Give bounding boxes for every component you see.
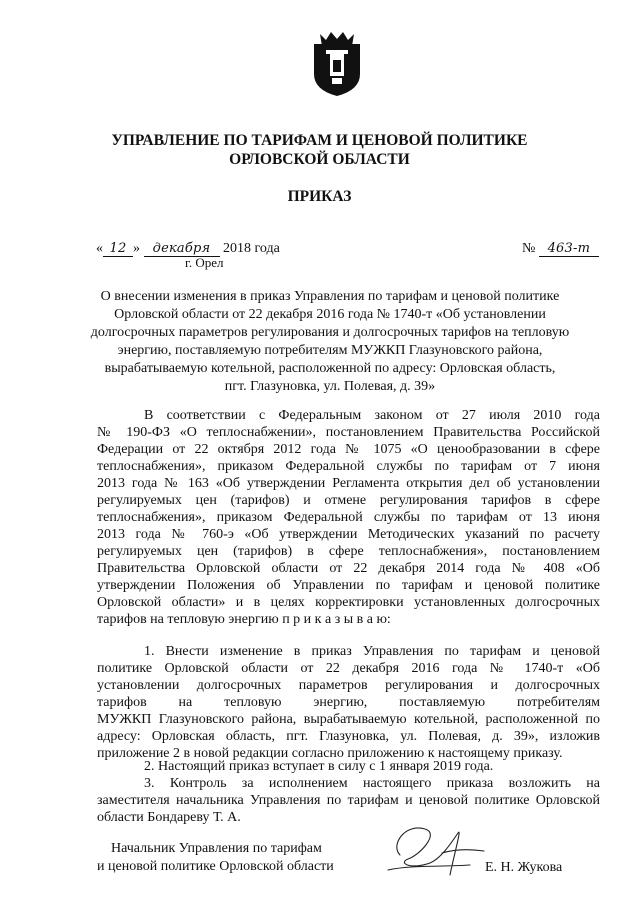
preamble-line: Орловской области» и в целях корректировки установленных долгосрочных <box>97 595 600 610</box>
item3-line: области Бондареву Т. А. <box>97 810 241 825</box>
preamble-line: регулируемых цен (тарифов) и отмене регулирования тарифов в сфере <box>97 493 600 508</box>
coat-of-arms-icon <box>310 26 364 98</box>
subject-line: энергию, поставляемую потребителям МУЖКП Глазуновского района, <box>117 343 543 358</box>
number-label: № <box>522 241 536 256</box>
position-line: и ценовой политике Орловской области <box>97 859 334 874</box>
subject-line: пгт. Глазуновка, ул. Полевая, д. 39» <box>224 379 436 394</box>
item1-line: установлении долгосрочных параметров регулирования и долгосрочных <box>97 678 600 693</box>
order-item-1 <box>97 643 600 762</box>
date-day: 12 <box>103 242 133 257</box>
item3-line: 3. Контроль за исполнением настоящего приказа возложить на <box>144 776 600 791</box>
subject-line: долгосрочных параметров регулирования и долгосрочных тарифов на тепловую <box>90 325 570 340</box>
order-number <box>522 241 599 257</box>
item1-line: МУЖКП Глазуновского района, вырабатываемую котельной, расположенной по <box>97 712 600 727</box>
preamble-line: теплоснабжения», приказом Федеральной службы по тарифам от 13 июня <box>97 510 600 525</box>
preamble-line: утверждении Положения об Управлении по тарифам и ценовой политике <box>97 578 600 593</box>
org-name-line1: УПРАВЛЕНИЕ ПО ТАРИФАМ И ЦЕНОВОЙ ПОЛИТИКЕ <box>111 132 528 149</box>
preamble-line: Федерации от 22 октября 2012 года № 1075 «О ценообразовании в сфере <box>97 442 600 457</box>
item1-line: 1. Внести изменение в приказ Управления по тарифам и ценовой <box>144 644 600 659</box>
preamble-paragraph <box>97 407 600 628</box>
handwritten-signature <box>380 815 490 885</box>
preamble-line: теплоснабжения», приказом Федеральной службы по тарифам от 7 июня <box>97 459 600 474</box>
signatory-name: Е. Н. Жукова <box>485 860 563 875</box>
date-quote-close: » <box>133 241 140 256</box>
item1-line: тарифов на тепловую энергию, поставляемую потребителям <box>97 695 600 710</box>
item1-line: политике Орловской области от 22 декабря 2016 года № 1740-т «Об <box>97 661 600 676</box>
preamble-line: регулируемых цен (тарифов) в сфере теплоснабжения», постановлением <box>97 544 600 559</box>
order-subject <box>70 288 590 396</box>
item1-line: приложение 2 в новой редакции согласно приложению к настоящему приказу. <box>97 746 563 761</box>
subject-line: Орловской области от 22 декабря 2016 года № 1740-т «Об установлении <box>114 307 546 322</box>
preamble-line: № 190-ФЗ «О теплоснабжении», постановлением Правительства Российской <box>97 425 600 440</box>
subject-line: вырабатываемую котельной, расположенной по адресу: Орловская область, <box>104 361 556 376</box>
subject-line: О внесении изменения в приказ Управления по тарифам и ценовой политике <box>100 289 560 304</box>
number-value: 463-т <box>539 242 599 257</box>
preamble-line: Правительства Орловской области от 22 декабря 2014 года № 408 «Об <box>97 561 600 576</box>
item1-line: адресу: Орловская область, пгт. Глазуновка, ул. Полевая, д. 39», изложив <box>97 729 600 744</box>
order-city: г. Орел <box>185 255 224 270</box>
preamble-line: В соответствии с Федеральным законом от 27 июля 2010 года <box>144 408 600 423</box>
order-item-3 <box>97 775 600 826</box>
date-month: декабря <box>144 242 220 257</box>
org-name-line2: ОРЛОВСКОЙ ОБЛАСТИ <box>229 151 410 168</box>
date-year: 2018 года <box>223 241 280 256</box>
preamble-line: тарифов на тепловую энергию п р и к а з ы в а ю: <box>97 612 391 627</box>
signatory-position <box>97 840 334 876</box>
date-quote-open: « <box>96 241 103 256</box>
document-type: ПРИКАЗ <box>287 188 352 205</box>
item3-line: заместителя начальника Управления по тарифам и ценовой политике Орловской <box>97 793 600 808</box>
preamble-line: 2013 года № 163 «Об утверждении Регламента открытия дел об установлении <box>97 476 600 491</box>
item2-line: 2. Настоящий приказ вступает в силу с 1 января 2019 года. <box>144 759 494 774</box>
position-line: Начальник Управления по тарифам <box>111 841 322 856</box>
order-item-2 <box>97 758 600 775</box>
preamble-line: 2013 года № 760-э «Об утверждении Методических указаний по расчету <box>97 527 600 542</box>
